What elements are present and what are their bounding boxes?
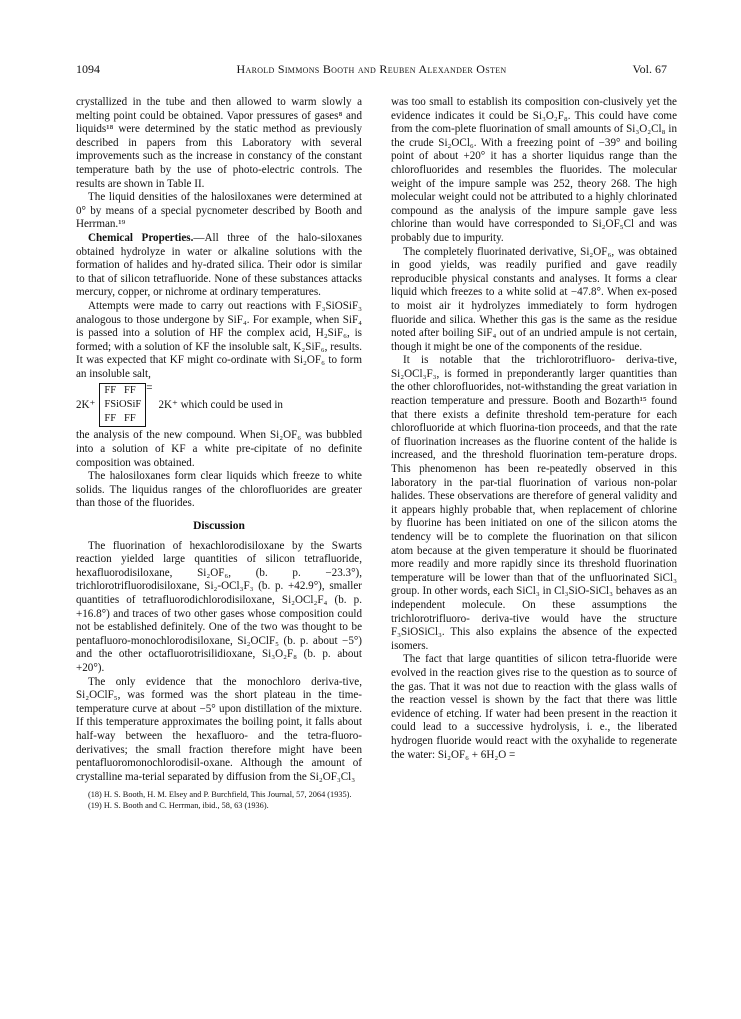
formula-bracket <box>99 383 146 427</box>
paragraph: The fact that large quantities of silicon tetra-fluoride were evolved in the reaction gives rise to the question as to source of the gas. That it was not due to reaction with the glass walls of the reaction vessel is shown by the fact that there was little evidence of etching. If water had been present in the reaction it could lead to a successive hydrolysis, i. e., the liberated hydrogen fluoride would react with the oxyhalide to regenerate the water: Si₂OF₆ + 6H₂O = <box>391 653 677 761</box>
formula-charge: = <box>146 382 153 395</box>
footnotes <box>76 790 362 811</box>
run-in-heading: Chemical Properties. <box>88 231 194 244</box>
paragraph: It is notable that the trichlorotrifluoro- deriva-tive, Si₂OCl₃F₃, is formed in preponderantly larger quantities than the other chlorofluorides, not-withstanding the great variation in reaction temperature and pressure. Booth and Bozarth¹⁵ found that there exists a definite threshold tem-perature for each chlorofluoride at which fluorina-tion proceeds, and that the rate of fluorination increases as the fluorine content of the halide is increased, and the threshold fluorination tem-perature drops. This phenomenon has been re-peatedly observed in this laboratory in the par-tial fluorination of various non-polar halides. These observations are therefore of general validity and it appears highly probable that, when replacement of chlorine by fluorine has been initiated on one of the silicon atoms the tendency will be to complete the fluorination on that silicon atom because at the given temperature it should be fluorinated more readily and more rapidly since its threshold fluorination temperature will be lower than that of the unfluorinated SiCl₃ group. In other words, each SiCl₃ in Cl₃SiO-SiCl₃ behaves as an independent molecule. On these assumptions the trichlorotrifluoro- deriva-tive would have the structure F₃SiOSiCl₃. This also explains the absence of the expected isomers. <box>391 354 677 652</box>
formula-row: FSiOSiF <box>104 399 142 411</box>
formula-row: FF FF <box>104 385 136 397</box>
footnote: (19) H. S. Booth and C. Herrman, ibid., 58, 63 (1936). <box>88 800 269 810</box>
paragraph: the analysis of the new compound. When Si₂OF₆ was bubbled into a solution of KF a white pre-cipitate of no definite composition was obtained. <box>76 429 362 469</box>
right-column <box>391 96 677 762</box>
footnote: (18) H. S. Booth, H. M. Elsey and P. Burchfield, This Journal, 57, 2064 (1935). <box>88 790 352 800</box>
paragraph: crystallized in the tube and then allowed to warm slowly a melting point could be obtained. Vapor pressures of gases⁸ and liquids¹⁸ were determined by the static method as previously described in papers from this Laboratory with several improvements such as the increase in constancy of the constant temperature bath by the use of photo-electric controls. The results are shown in Table II. <box>76 96 362 190</box>
paragraph <box>76 232 362 300</box>
paragraph: The only evidence that the monochloro deriva-tive, Si₂OClF₅, was formed was the short plateau in the time-temperature curve at about −5° upon distillation of the mixture. If this temperature approximates the boiling point, it falls about half-way between the hexafluoro- and the tetra-fluoro- derivatives; the small fraction therefore might have been pentafluoromonochlorodisil-oxane. Although the amount of crystalline ma-terial separated by diffusion from the Si₂OF₃Cl₃ <box>76 675 362 783</box>
paragraph-text: —All three of the halo-siloxanes obtained hydrolyze in water or alkaline solutions with the formation of halides and hy-drated silica. Their odor is similar to that of silicon tetrafluoride. None of these substances attacks mercury, copper, or nichrome at ordinary temperatures. <box>76 231 362 299</box>
section-heading: Discussion <box>193 520 245 533</box>
paragraph: The liquid densities of the halosiloxanes were determined at 0° by means of a special pycnometer described by Booth and Herrman.¹⁹ <box>76 191 362 231</box>
page-number: 1094 <box>76 62 100 76</box>
formula-cation: 2K⁺ <box>76 398 96 411</box>
paragraph: Attempts were made to carry out reactions with F₃SiOSiF₃ analogous to those undergone by SiF₄. For example, when SiF₄ is passed into a solution of HF the complex acid, H₂SiF₆, is formed; with a solution of KF the insoluble salt, K₂SiF₆, results. It was expected that KF might co-ordinate with Si₂OF₆ to form an insoluble salt, <box>76 299 362 380</box>
formula-trailing-text: 2K⁺ which could be used in <box>158 398 283 411</box>
paragraph: The halosiloxanes form clear liquids which freeze to white solids. The liquidus ranges of the chlorofluorides are greater than those of the fluorides. <box>76 470 362 510</box>
volume-label: Vol. 67 <box>632 62 667 76</box>
left-column <box>76 96 362 811</box>
formula-row: FF FF <box>104 413 136 425</box>
paragraph: The completely fluorinated derivative, Si₂OF₆, was obtained in good yields, was readily purified and gave readily reproducible physical constants and analyses. It forms a clear liquid which freezes to a white solid at −47.8°. When ex-posed to moist air it hydrolyzes immediately to form hydrogen fluoride and silica. Whether this gas is the same as the residue noted after boiling SiF₄ out of an undried ampule is not certain, though it might be one of the components of the residue. <box>391 245 677 353</box>
running-header <box>76 62 667 80</box>
paragraph: The fluorination of hexachlorodisiloxane by the Swarts reaction yielded large quantities of silicon tetrafluoride, hexafluorodisiloxane, Si₂OF₆, (b. p. −23.3°), trichlorotrifluorodisiloxane, Si₂-OCl₃F₃ (b. p. +42.9°), smaller quantities of tetrafluorodichlorodisiloxane, Si₂OCl₂F₄ (b. p. +16.8°) and traces of two other gases whose composition could not be established definitely. One of the two was thought to be pentafluoro-monochlorodisiloxane, Si₂OClF₅ (b. p. about −5°) and the other octafluorotrisilidioxane, Si₃O₂F₈ (b. p. about +20°). <box>76 539 362 674</box>
running-title: Harold Simmons Booth and Reuben Alexander Osten <box>236 62 507 76</box>
chemical-formula <box>76 382 362 428</box>
paragraph: was too small to establish its composition con-clusively yet the evidence indicates it could be Si₃O₂F₈. This could have come from the com-plete fluorination of small amounts of Si₃O₂Cl₈ in the crude Si₂OCl₆. With a freezing point of −39° and boiling point of about +20° it has a shorter liquidus range than the chlorofluorides and resembles the fluorides. The molecular weight of the impure sample was 252, theory 268. The high molecular weight could not be attributed to a highly chlorinated compound as the analysis of the impure sample gave less chlorine than would have corresponded to Si₂OF₅Cl and was probably due to impurity. <box>391 96 677 244</box>
